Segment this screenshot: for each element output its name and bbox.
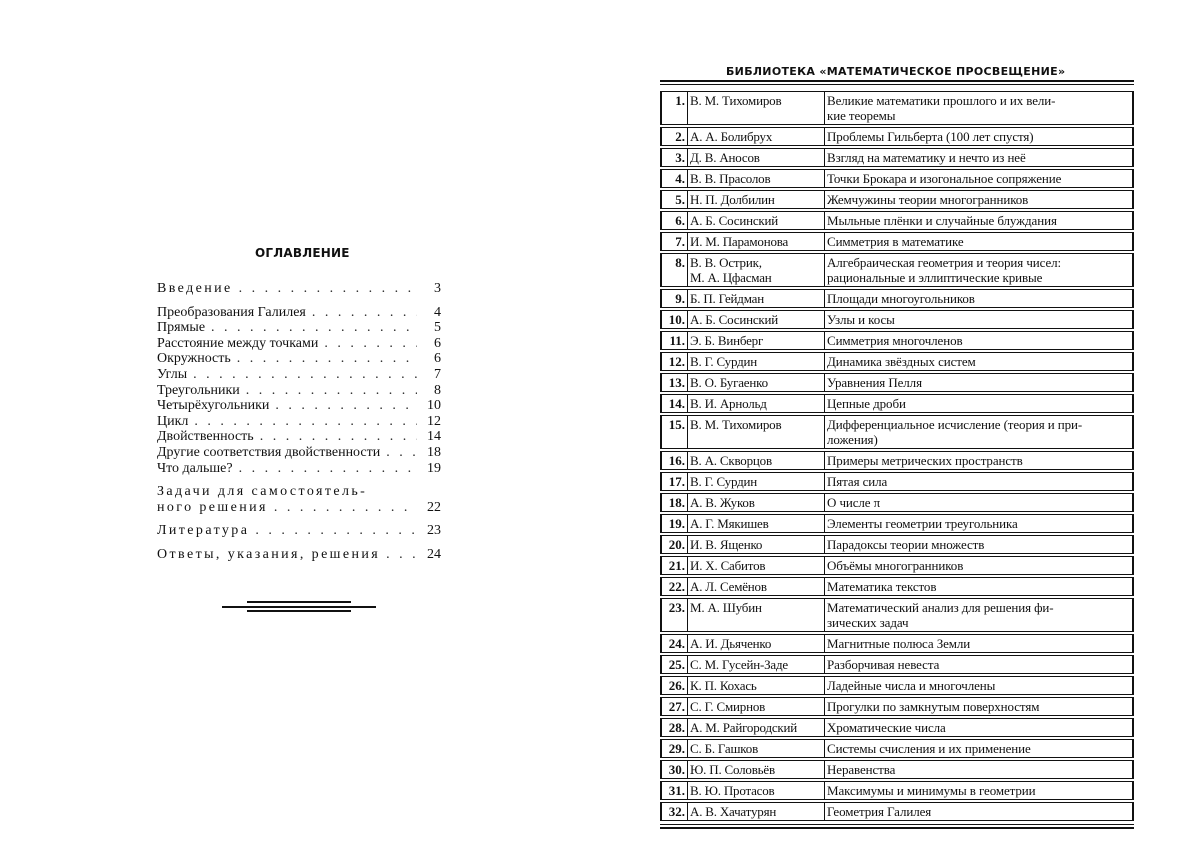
table-of-contents [157, 281, 441, 563]
toc-entry-page: 14 [427, 429, 441, 445]
toc-entry-page: 22 [427, 499, 441, 515]
book-row [660, 556, 1134, 575]
book-title-line: Математический анализ для решения фи- [827, 600, 1054, 615]
book-number: 15. [660, 415, 688, 449]
book-number: 28. [660, 718, 688, 737]
book-title-line: Хроматические числа [827, 720, 946, 735]
toc-entry-page: 10 [427, 398, 441, 414]
book-author-line: Н. П. Долбилин [690, 192, 775, 207]
book-author [688, 331, 825, 350]
bottom-rule-thin [660, 824, 1134, 825]
book-title-line: Элементы геометрии треугольника [827, 516, 1018, 531]
book-author [688, 493, 825, 512]
book-title-line: Ладейные числа и многочлены [827, 678, 996, 693]
toc-entry-page: 4 [434, 304, 441, 320]
book-author [688, 697, 825, 716]
book-title [825, 232, 1134, 251]
toc-leader-dots [205, 320, 417, 336]
book-title-line: Примеры метрических пространств [827, 453, 1023, 468]
book-row [660, 232, 1134, 251]
book-author [688, 373, 825, 392]
toc-entry [157, 398, 441, 414]
book-author-line: В. Г. Сурдин [690, 354, 758, 369]
book-title [825, 127, 1134, 146]
toc-entry-title: Преобразования Галилея [157, 304, 306, 320]
toc-entry-title: Углы [157, 366, 188, 382]
book-number: 12. [660, 352, 688, 371]
book-author [688, 556, 825, 575]
library-list [660, 89, 1134, 823]
book-number: 6. [660, 211, 688, 230]
book-author [688, 676, 825, 695]
toc-leader-dots [240, 383, 417, 399]
book-author-line: Э. Б. Винберг [690, 333, 764, 348]
book-row [660, 760, 1134, 779]
book-author [688, 634, 825, 653]
book-author-line: А. М. Райгородский [690, 720, 798, 735]
toc-leader-dots [231, 351, 417, 367]
book-title [825, 331, 1134, 350]
book-number: 14. [660, 394, 688, 413]
toc-entry-title: Что дальше? [157, 460, 233, 476]
toc-entry [157, 320, 441, 336]
book-author-line: А. В. Хачатурян [690, 804, 777, 819]
toc-leader-dots [187, 367, 417, 383]
toc-entry-title: Ответы, указания, решения [157, 546, 381, 562]
book-title [825, 676, 1134, 695]
toc-entry-title: Прямые [157, 320, 206, 336]
book-number: 20. [660, 535, 688, 554]
book-author-line: И. Х. Сабитов [690, 558, 766, 573]
book-title [825, 91, 1134, 125]
book-title-line: Жемчужины теории многогранников [827, 192, 1029, 207]
book-row [660, 676, 1134, 695]
book-title-line: Дифференциальное исчисление (теория и при- [827, 417, 1083, 432]
toc-entry-title: Другие соответствия двойственности [157, 444, 381, 460]
toc-entry-page: 3 [434, 281, 441, 296]
book-author-line: В. В. Прасолов [690, 171, 771, 186]
book-title-line: Разборчивая невеста [827, 657, 940, 672]
book-row [660, 739, 1134, 758]
book-number: 7. [660, 232, 688, 251]
book-title [825, 190, 1134, 209]
book-title-line: Площади многоугольников [827, 291, 975, 306]
book-title [825, 472, 1134, 491]
book-title-line: Точки Брокара и изогональное сопряжение [827, 171, 1062, 186]
book-number: 8. [660, 253, 688, 287]
book-number: 5. [660, 190, 688, 209]
toc-leader-dots [306, 305, 417, 321]
book-author-line: В. Г. Сурдин [690, 474, 758, 489]
book-author [688, 760, 825, 779]
toc-entry-page: 23 [427, 523, 441, 539]
book-number: 1. [660, 91, 688, 125]
book-number: 31. [660, 781, 688, 800]
book-title [825, 739, 1134, 758]
book-title-line: О числе π [827, 495, 881, 510]
book-author-line: А. Б. Сосинский [690, 213, 779, 228]
toc-entry-title: Окружность [157, 351, 231, 367]
top-rule-thin [660, 84, 1134, 85]
book-number: 16. [660, 451, 688, 470]
toc-entry [157, 445, 441, 461]
book-title-line: Симметрия в математике [827, 234, 964, 249]
book-title-line: Симметрия многочленов [827, 333, 963, 348]
book-number: 29. [660, 739, 688, 758]
book-title-line: Прогулки по замкнутым поверхностям [827, 699, 1040, 714]
book-number: 22. [660, 577, 688, 596]
book-title-line: ложения) [827, 432, 878, 447]
toc-entry-title: Треугольники [157, 382, 240, 398]
book-row [660, 655, 1134, 674]
toc-entry [157, 305, 441, 321]
toc-entry [157, 281, 441, 297]
book-author [688, 289, 825, 308]
book-author [688, 739, 825, 758]
book-title [825, 697, 1134, 716]
toc-entry [157, 336, 441, 352]
book-row [660, 127, 1134, 146]
book-number: 18. [660, 493, 688, 512]
book-row [660, 514, 1134, 533]
library-heading: БИБЛИОТЕКА «МАТЕМАТИЧЕСКОЕ ПРОСВЕЩЕНИЕ» [726, 65, 1066, 78]
book-title-line: Парадоксы теории множеств [827, 537, 985, 552]
toc-entry [157, 429, 441, 445]
toc-entry-page: 6 [434, 351, 441, 367]
top-rule [660, 80, 1134, 82]
book-row [660, 493, 1134, 512]
book-author [688, 514, 825, 533]
book-title-line: зических задач [827, 615, 909, 630]
book-author-line: А. В. Жуков [690, 495, 755, 510]
book-number: 19. [660, 514, 688, 533]
book-title [825, 598, 1134, 632]
book-author [688, 451, 825, 470]
book-title [825, 718, 1134, 737]
book-author-line: В. М. Тихомиров [690, 417, 782, 432]
book-row [660, 211, 1134, 230]
book-author [688, 472, 825, 491]
book-title-line: Объёмы многогранников [827, 558, 964, 573]
toc-entry-title: ного решения [157, 499, 268, 515]
book-author [688, 169, 825, 188]
book-number: 21. [660, 556, 688, 575]
book-author [688, 253, 825, 287]
book-number: 24. [660, 634, 688, 653]
book-number: 4. [660, 169, 688, 188]
book-number: 9. [660, 289, 688, 308]
book-title [825, 148, 1134, 167]
toc-entry [157, 547, 441, 563]
book-number: 26. [660, 676, 688, 695]
toc-entry [157, 351, 441, 367]
book-author [688, 598, 825, 632]
book-row [660, 253, 1134, 287]
book-title-line: Магнитные полюса Земли [827, 636, 971, 651]
toc-entry-page: 5 [434, 320, 441, 336]
book-author [688, 535, 825, 554]
book-title [825, 394, 1134, 413]
book-author [688, 310, 825, 329]
toc-entry-page: 12 [427, 413, 441, 429]
book-row [660, 451, 1134, 470]
book-author [688, 190, 825, 209]
toc-entry-title: Введение [157, 281, 233, 296]
book-author-line: А. Л. Семёнов [690, 579, 767, 594]
book-author-line: Д. В. Аносов [690, 150, 760, 165]
book-author [688, 655, 825, 674]
toc-leader-dots [268, 500, 417, 516]
book-number: 25. [660, 655, 688, 674]
book-title-line: Мыльные плёнки и случайные блуждания [827, 213, 1057, 228]
book-title [825, 169, 1134, 188]
toc-entry-page: 8 [434, 382, 441, 398]
book-author [688, 394, 825, 413]
book-row [660, 634, 1134, 653]
book-title [825, 802, 1134, 821]
book-author-line: Б. П. Гейдман [690, 291, 764, 306]
book-row [660, 289, 1134, 308]
book-title-line: Системы счисления и их применение [827, 741, 1031, 756]
book-title-line: Узлы и косы [827, 312, 895, 327]
book-author [688, 802, 825, 821]
book-row [660, 781, 1134, 800]
toc-entry [157, 414, 441, 430]
book-row [660, 373, 1134, 392]
toc-entry-title: Двойственность [157, 429, 254, 445]
toc-entry [157, 383, 441, 399]
book-author-line: К. П. Кохась [690, 678, 757, 693]
book-row [660, 352, 1134, 371]
toc-entry [157, 500, 441, 516]
toc-leader-dots [269, 398, 417, 414]
book-row [660, 535, 1134, 554]
toc-entry-page: 24 [427, 546, 441, 562]
book-row [660, 598, 1134, 632]
toc-entry-page: 7 [434, 366, 441, 382]
book-title [825, 634, 1134, 653]
book-author [688, 127, 825, 146]
book-number: 10. [660, 310, 688, 329]
book-number: 30. [660, 760, 688, 779]
toc-entry-title: Литература [157, 523, 250, 539]
book-author [688, 211, 825, 230]
book-number: 17. [660, 472, 688, 491]
toc-entry [157, 367, 441, 383]
book-author-line: Ю. П. Соловьёв [690, 762, 775, 777]
toc-leader-dots [188, 414, 417, 430]
book-author-line: В. В. Острик, [690, 255, 762, 270]
book-title-line: Неравенства [827, 762, 896, 777]
book-author-line: С. Г. Смирнов [690, 699, 766, 714]
book-number: 13. [660, 373, 688, 392]
book-author [688, 352, 825, 371]
book-author [688, 415, 825, 449]
toc-entry-page: 19 [427, 460, 441, 476]
book-title-line: Алгебраическая геометрия и теория чисел: [827, 255, 1062, 270]
book-title [825, 556, 1134, 575]
book-title-line: Великие математики прошлого и их вели- [827, 93, 1056, 108]
book-row [660, 415, 1134, 449]
book-title [825, 415, 1134, 449]
book-title [825, 211, 1134, 230]
book-author-line: А. А. Болибрух [690, 129, 773, 144]
book-title-line: Проблемы Гильберта (100 лет спустя) [827, 129, 1034, 144]
toc-entry [157, 461, 441, 477]
book-row [660, 472, 1134, 491]
toc-entry-title: Цикл [157, 413, 189, 429]
book-title [825, 493, 1134, 512]
book-author [688, 781, 825, 800]
book-author-line: И. В. Ященко [690, 537, 763, 552]
book-row [660, 718, 1134, 737]
book-row [660, 577, 1134, 596]
book-title-line: Взгляд на математику и нечто из неё [827, 150, 1026, 165]
toc-leader-dots [318, 336, 417, 352]
book-title [825, 535, 1134, 554]
toc-entry-page: 18 [427, 444, 441, 460]
toc-entry-continued: Задачи для самостоятель- [157, 484, 368, 500]
toc-entry-title: Четырёхугольники [157, 398, 270, 414]
book-title [825, 760, 1134, 779]
book-title-line: Максимумы и минимумы в геометрии [827, 783, 1036, 798]
book-title [825, 352, 1134, 371]
book-number: 11. [660, 331, 688, 350]
toc-leader-dots [233, 461, 417, 477]
book-author [688, 148, 825, 167]
toc-entry-title: Расстояние между точками [157, 335, 319, 351]
book-author-line: В. И. Арнольд [690, 396, 767, 411]
book-title [825, 253, 1134, 287]
book-row [660, 394, 1134, 413]
book-title-line: Пятая сила [827, 474, 888, 489]
book-row [660, 148, 1134, 167]
book-number: 32. [660, 802, 688, 821]
book-row [660, 190, 1134, 209]
toc-leader-dots [254, 429, 417, 445]
book-title [825, 655, 1134, 674]
book-row [660, 331, 1134, 350]
book-author-line: В. М. Тихомиров [690, 93, 782, 108]
toc-leader-dots [380, 547, 417, 563]
book-author-line: А. Б. Сосинский [690, 312, 779, 327]
book-row [660, 697, 1134, 716]
book-author [688, 577, 825, 596]
book-author-line: С. М. Гусейн-Заде [690, 657, 788, 672]
book-number: 2. [660, 127, 688, 146]
book-title-line: рациональные и эллиптические кривые [827, 270, 1043, 285]
book-author [688, 91, 825, 125]
book-row [660, 310, 1134, 329]
book-title [825, 310, 1134, 329]
toc-heading: ОГЛАВЛЕНИЕ [255, 246, 350, 260]
toc-leader-dots [233, 281, 417, 297]
toc-leader-dots [249, 523, 417, 539]
book-title-line: Цепные дроби [827, 396, 906, 411]
book-author-line: В. Ю. Протасов [690, 783, 775, 798]
bottom-rule [660, 827, 1134, 829]
toc-entry [157, 523, 441, 539]
book-author-line: А. Г. Мякишев [690, 516, 769, 531]
book-author [688, 232, 825, 251]
book-title [825, 781, 1134, 800]
book-author-line: В. О. Бугаенко [690, 375, 768, 390]
book-row [660, 802, 1134, 821]
toc-entry-page: 6 [434, 335, 441, 351]
book-title [825, 289, 1134, 308]
book-author-line: М. А. Цфасман [690, 270, 772, 285]
book-author-line: И. М. Парамонова [690, 234, 789, 249]
book-author-line: С. Б. Гашков [690, 741, 759, 756]
book-author-line: М. А. Шубин [690, 600, 762, 615]
book-title [825, 514, 1134, 533]
book-title-line: кие теоремы [827, 108, 896, 123]
book-number: 27. [660, 697, 688, 716]
book-author [688, 718, 825, 737]
book-title [825, 451, 1134, 470]
book-title [825, 577, 1134, 596]
book-number: 3. [660, 148, 688, 167]
book-author-line: В. А. Скворцов [690, 453, 772, 468]
book-title-line: Динамика звёздных систем [827, 354, 976, 369]
toc-leader-dots [380, 445, 417, 461]
book-title-line: Уравнения Пелля [827, 375, 922, 390]
book-row [660, 169, 1134, 188]
book-title [825, 373, 1134, 392]
book-number: 23. [660, 598, 688, 632]
book-title-line: Геометрия Галилея [827, 804, 932, 819]
book-author-line: А. И. Дьяченко [690, 636, 772, 651]
book-title-line: Математика текстов [827, 579, 937, 594]
book-row [660, 91, 1134, 125]
